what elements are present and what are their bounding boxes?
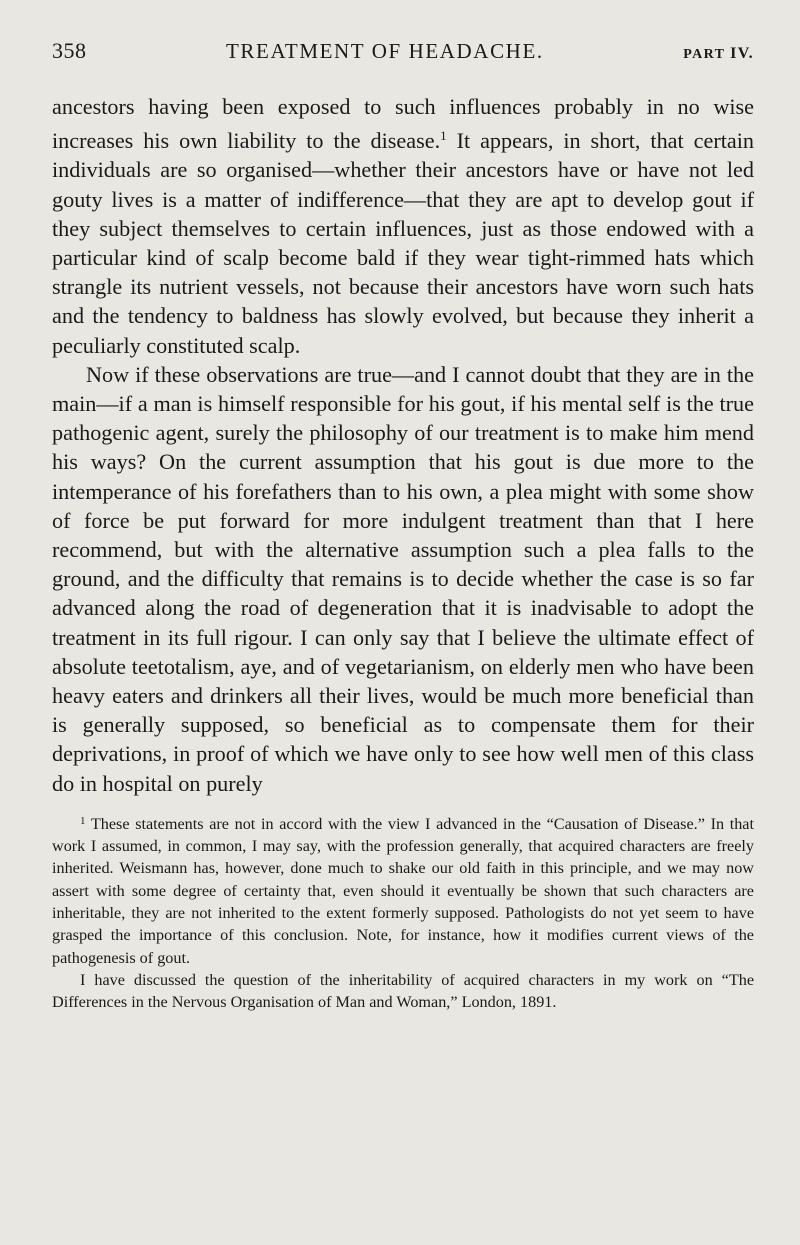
part-label xyxy=(683,45,754,63)
footnote-1-text: These statements are not in accord with the view I advanced in the “Causation of Disease.” In that work I assumed, in common, I may say, with the profession generally, that acquired characters are freely inherited. Weismann has, however, done much to shake our old faith in this principle, and we may now assert with some degree of certainty that, even should it eventually be shown that such characters are inheritable, they are not inherited to the extent formerly supposed. Pathologists do not yet seem to have grasped the importance of this conclusion. Note, for instance, how it modifies current views of the pathogenesis of gout. xyxy=(52,814,754,967)
paragraph-1 xyxy=(52,92,754,360)
body-text xyxy=(52,92,754,798)
footnote-marker-1: 1 xyxy=(80,814,86,827)
footnotes xyxy=(52,810,754,1014)
footnote-1-continuation: I have discussed the question of the inheritability of acquired characters in my work on “The Differences in the Nervous Organisation of Man and Woman,” London, 1891. xyxy=(52,970,754,1012)
footnote-1 xyxy=(52,810,754,969)
running-title: TREATMENT OF HEADACHE. xyxy=(226,39,544,63)
paragraph-2: Now if these observations are true—and I cannot doubt that they are in the main—if a man is himself responsible for his gout, if his mental self is the true pathogenic agent, surely the philosophy of our treatment is to make him mend his ways? On the current assumption that his gout is due more to the intemperance of his forefathers than to his own, a plea might with some show of force be put forward for more indulgent treatment than that I here recommend, but with the alternative assumption such a plea falls to the ground, and the difficulty that remains is to decide whether the case is so far advanced along the road of degeneration that it is inadvisable to adopt the treatment in its full rigour. I can only say that I believe the ultimate effect of absolute teetotalism, aye, and of vegetarianism, on elderly men who have been heavy eaters and drinkers all their lives, would be much more beneficial than is generally supposed, so beneficial as to compensate them for their deprivations, in proof of which we have only to see how well men of this class do in hospital on purely xyxy=(52,361,754,796)
part-numeral: IV. xyxy=(730,45,754,62)
page-number: 358 xyxy=(52,38,87,63)
part-word: PART xyxy=(683,47,726,62)
paragraph-1-text: ancestors having been exposed to such influences probably in no wise increases his own liability to the disease. xyxy=(52,94,754,154)
paragraph-1-text-continued: It appears, in short, that certain individuals are so organised—whether their ancestors have or have not led gouty lives is a matter of indifference—that they are apt to develop gout if they subject themselves to certain influences, just as those endowed with a particular kind of scalp become bald if they wear tight-rimmed hats which strangle its nutrient vessels, not because their ancestors have worn such hats and the tendency to baldness has slowly evolved, but because they inherit a peculiarly constituted scalp. xyxy=(52,128,754,358)
footnote-reference-1: 1 xyxy=(440,128,447,144)
running-head xyxy=(52,38,754,74)
